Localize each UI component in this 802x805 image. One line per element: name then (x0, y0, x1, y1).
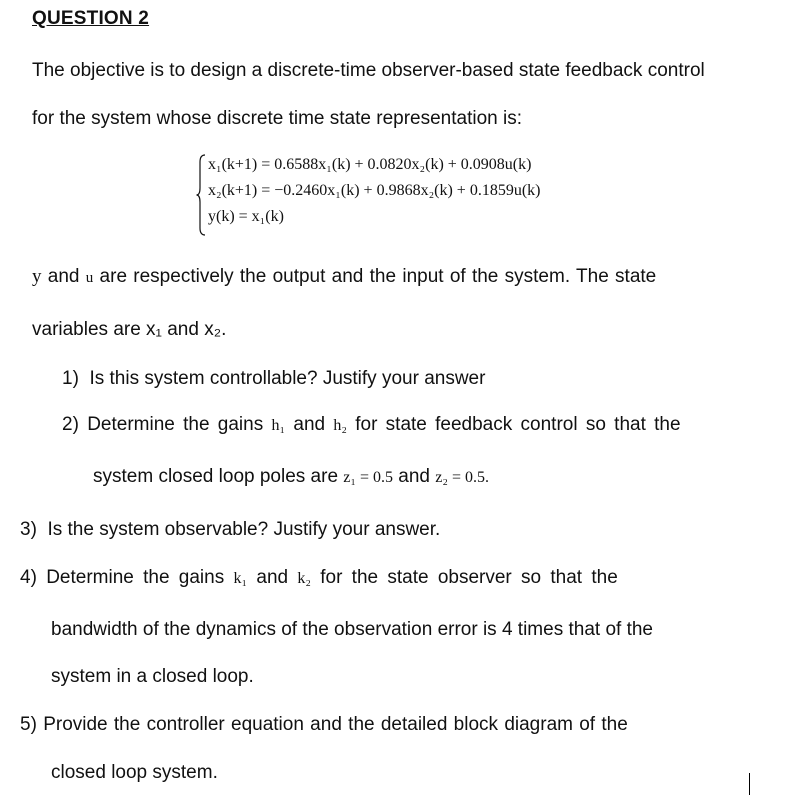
symbol-y: y (32, 266, 42, 287)
item-5 (20, 714, 628, 736)
item-2-pre: Determine the gains (87, 414, 264, 435)
gain-k1: k₁ (233, 570, 248, 587)
definitions-and: and (47, 266, 80, 287)
item-5-number: 5) (20, 714, 37, 735)
gain-h2: h₂ (333, 417, 347, 434)
gain-k2: k₂ (297, 570, 311, 587)
item-4-line-3: system in a closed loop. (51, 666, 254, 687)
item-2-post: for state feedback control so that the (355, 414, 681, 435)
item-2-line-2 (93, 466, 489, 488)
equation-output: y(k) = x₁(k) (208, 208, 284, 225)
item-3 (20, 519, 440, 541)
definitions-line-1 (32, 266, 656, 288)
pole-z1: z₁ = 0.5 (343, 469, 393, 486)
equation-x2: x₂(k+1) = −0.2460x₁(k) + 0.9868x₂(k) + 0.1859u(k) (208, 182, 541, 199)
item-5-line-2: closed loop system. (51, 762, 218, 783)
question-title: QUESTION 2 (32, 8, 150, 29)
symbol-u: u (85, 270, 94, 286)
state-equations (196, 154, 626, 236)
item-2 (62, 414, 681, 436)
item-2-and-2: and (398, 466, 430, 487)
item-2-and: and (293, 414, 326, 435)
gain-h1: h₁ (271, 417, 286, 434)
item-3-text: Is the system observable? Justify your answer. (47, 519, 441, 540)
item-1-text: Is this system controllable? Justify your answer (89, 368, 486, 389)
item-2-line-2-pre: system closed loop poles are (93, 466, 339, 487)
intro-line-2: for the system whose discrete time state representation is: (32, 108, 522, 129)
item-4-and: and (256, 567, 289, 588)
intro-line-1: The objective is to design a discrete-time observer-based state feedback control (32, 60, 705, 81)
item-3-number: 3) (20, 519, 37, 540)
left-brace-icon (196, 154, 206, 236)
item-4 (20, 567, 618, 589)
item-2-number: 2) (62, 414, 79, 435)
item-5-line-1: Provide the controller equation and the detailed block diagram of the (43, 714, 628, 735)
item-1-number: 1) (62, 368, 79, 389)
pole-z2: z₂ = 0.5. (435, 469, 489, 486)
text-cursor[interactable] (749, 773, 750, 795)
item-4-pre: Determine the gains (46, 567, 225, 588)
item-4-post: for the state observer so that the (320, 567, 618, 588)
definitions-rest: are respectively the output and the input of the system. The state (99, 266, 657, 287)
item-4-line-2: bandwidth of the dynamics of the observation error is 4 times that of the (51, 619, 653, 640)
equation-x1: x₁(k+1) = 0.6588x₁(k) + 0.0820x₂(k) + 0.0908u(k) (208, 156, 532, 173)
definitions-line-2: variables are x₁ and x₂. (32, 319, 227, 340)
item-1 (62, 368, 485, 390)
item-4-number: 4) (20, 567, 37, 588)
